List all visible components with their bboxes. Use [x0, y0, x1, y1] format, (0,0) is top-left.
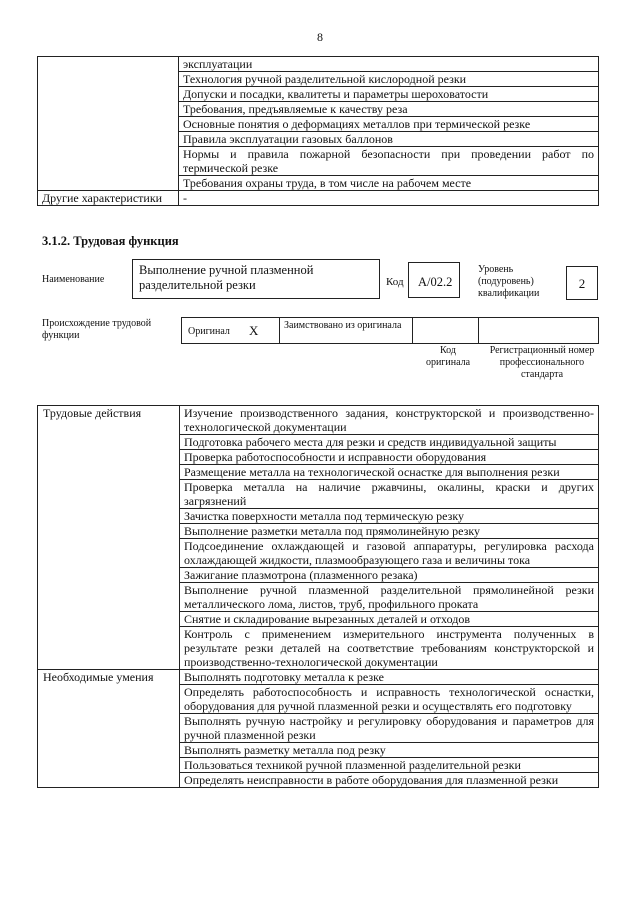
- registration-number-cell: [478, 317, 599, 344]
- actions-label: Трудовые действия: [38, 406, 180, 670]
- other-label: Другие характеристики: [38, 191, 179, 206]
- skills-item: Выполнять разметку металла под резку: [180, 743, 599, 758]
- knowledge-table-body: [38, 57, 599, 206]
- actions-item: Размещение металла на технологической оснастке для выполнения резки: [180, 465, 599, 480]
- reg-caption: Регистрационный номер профессионального стандарта: [489, 345, 595, 380]
- original-code-cell: [412, 317, 479, 344]
- actions-item: Снятие и складирование вырезанных деталей и отходов: [180, 612, 599, 627]
- knowledge-item: Технология ручной разделительной кислородной резки: [179, 72, 599, 87]
- skills-item: Определять неисправности в работе оборудования для плазменной резки: [180, 773, 599, 788]
- function-name-box: [132, 259, 380, 299]
- skills-item: Определять работоспособность и исправность технологической оснастки, оборудования для ручной плазменной резки и осуществлять его подготовку: [180, 685, 599, 714]
- other-value: -: [179, 191, 599, 206]
- knowledge-table: [37, 56, 599, 206]
- origin-label: Происхождение трудовой функции: [42, 318, 152, 341]
- original-label: Оригинал: [188, 326, 230, 337]
- actions-item: Подсоединение охлаждающей и газовой аппаратуры, регулировка расхода охлаждающей жидкости, плазмообразующего газа и величины тока: [180, 539, 599, 568]
- knowledge-item: эксплуатации: [179, 57, 599, 72]
- code-value: A/02.2: [418, 275, 453, 289]
- actions-item: Проверка металла на наличие ржавчины, окалины, краски и других загрязнений: [180, 480, 599, 509]
- table-row: [38, 406, 599, 435]
- function-name-value: Выполнение ручной плазменной разделительной резки: [139, 263, 314, 292]
- knowledge-item: Требования, предъявляемые к качеству реза: [179, 102, 599, 117]
- knowledge-item: Требования охраны труда, в том числе на рабочем месте: [179, 176, 599, 191]
- origin-row: [181, 317, 599, 344]
- name-label: Наименование: [42, 274, 105, 285]
- section-title: 3.1.2. Трудовая функция: [42, 234, 179, 248]
- borrowed-cell: [279, 317, 413, 344]
- label-cell: [38, 57, 179, 191]
- actions-item: Зажигание плазмотрона (плазменного резака): [180, 568, 599, 583]
- actions-item: Проверка работоспособности и исправности оборудования: [180, 450, 599, 465]
- skills-label: Необходимые умения: [38, 670, 180, 788]
- knowledge-item: Правила эксплуатации газовых баллонов: [179, 132, 599, 147]
- skills-item: Выполнять ручную настройку и регулировку оборудования и параметров для ручной плазменной резки: [180, 714, 599, 743]
- knowledge-item: Нормы и правила пожарной безопасности при проведении работ по термической резке: [179, 147, 599, 176]
- actions-item: Изучение производственного задания, конструкторской и производственно-технологической документации: [180, 406, 599, 435]
- function-details-body: [38, 406, 599, 788]
- level-box: [566, 266, 598, 300]
- borrowed-label: Заимствовано из оригинала: [284, 320, 402, 331]
- original-cell: [181, 317, 280, 344]
- page-number: 8: [317, 30, 323, 44]
- skills-item: Выполнять подготовку металла к резке: [180, 670, 599, 685]
- table-row: [38, 57, 599, 72]
- code-box: [408, 262, 460, 298]
- function-details-table: [37, 405, 599, 788]
- code-label: Код: [386, 276, 404, 288]
- actions-item: Контроль с применением измерительного инструмента полученных в результате резки деталей на соответствие требованиям конструкторской и производственно-технологической документации: [180, 627, 599, 670]
- skills-item: Пользоваться техникой ручной плазменной разделительной резки: [180, 758, 599, 773]
- actions-item: Выполнение ручной плазменной разделительной прямолинейной резки металлического лома, листов, труб, профильного проката: [180, 583, 599, 612]
- original-mark: X: [249, 323, 259, 338]
- code-caption: Код оригинала: [425, 345, 471, 368]
- knowledge-item: Допуски и посадки, квалитеты и параметры шероховатости: [179, 87, 599, 102]
- level-label: Уровень (подуровень) квалификации: [478, 264, 540, 299]
- actions-item: Выполнение разметки металла под прямолинейную резку: [180, 524, 599, 539]
- level-value: 2: [578, 276, 586, 291]
- actions-item: Подготовка рабочего места для резки и средств индивидуальной защиты: [180, 435, 599, 450]
- knowledge-item: Основные понятия о деформациях металлов при термической резке: [179, 117, 599, 132]
- actions-item: Зачистка поверхности металла под термическую резку: [180, 509, 599, 524]
- table-row: [38, 670, 599, 685]
- table-row: [38, 191, 599, 206]
